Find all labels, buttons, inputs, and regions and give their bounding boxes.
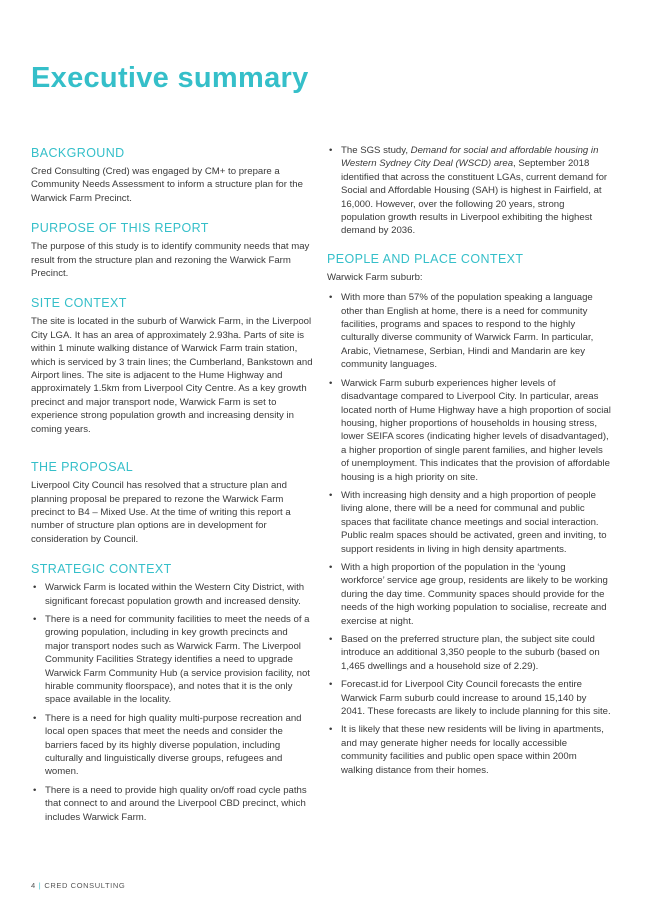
list-item bbox=[31, 784, 313, 824]
strategic-context-section bbox=[31, 560, 313, 824]
list-item bbox=[327, 291, 611, 371]
list-item bbox=[327, 377, 611, 484]
right-column bbox=[327, 144, 611, 791]
list-item bbox=[327, 678, 611, 718]
list-item bbox=[327, 144, 611, 238]
list-item-text: There is a need for high quality multi-purpose recreation and local open spaces that meet the needs and consider the barriers faced by its highly diverse population, including culturally and linguistically diverse groups, refugees and women. bbox=[45, 712, 302, 778]
bullet-icon: • bbox=[329, 145, 333, 156]
list-item bbox=[327, 723, 611, 777]
list-item-text: Based on the preferred structure plan, the subject site could introduce an additional 3,350 people to the suburb (based on 1,465 dwellings and a household size of 2.29). bbox=[341, 634, 600, 672]
people-place-section bbox=[327, 250, 611, 777]
purpose-text: The purpose of this study is to identify community needs that may result from the structure plan and rezoning the Warwick Farm Precinct. bbox=[31, 241, 310, 280]
list-item-text: Forecast.id for Liverpool City Council forecasts the entire Warwick Farm suburb could increase to around 15,140 by 2041. These forecasts are likely to include planning for this site. bbox=[341, 679, 611, 718]
list-item-text: Warwick Farm suburb experiences higher levels of disadvantage compared to Liverpool City. In particular, areas located north of Hume Highway have a high proportion of social housing, higher proportions of households in housing stress, lower SEIFA scores (indicating higher levels of disadvantaged), a higher proportion of single parent families, and higher levels of unemployment. This indicates that the provision of affordable housing is a high priority on site. bbox=[341, 377, 611, 483]
bullet-icon: • bbox=[329, 561, 333, 573]
proposal-section bbox=[31, 458, 313, 546]
proposal-heading: THE PROPOSAL bbox=[31, 460, 134, 475]
bullet-icon: • bbox=[33, 784, 37, 796]
sgs-study-title: Demand for social and affordable housing in Western Sydney City Deal (WSCD) area bbox=[341, 145, 599, 170]
background-section bbox=[31, 144, 313, 205]
list-item bbox=[327, 633, 611, 673]
purpose-heading: PURPOSE OF THIS REPORT bbox=[31, 221, 209, 236]
sgs-rest: , September 2018 identified that across the constituent LGAs, current demand for Social and Affordable Housing (SAH) is highest in Fairfield, at 16,000. However, over the following 20 years, strong population growth results in Liverpool exhibiting the highest demand by 2036. bbox=[341, 158, 608, 237]
bullet-icon: • bbox=[33, 582, 37, 594]
site-context-text: The site is located in the suburb of Warwick Farm, in the Liverpool City LGA. It has an area of approximately 2.93ha. Parts of site is within 1 minute walking distance of Warwick Farm train station, which is serviced by 3 train lines; the Cumberland, Bankstown and Airport lines. The site is adjacent to the Hume Highway and approximately 1.5km from Liverpool City Centre. As a key growth precinct and major transport node, Warwick Farm is set to experience strong population growth and increasing density in coming years. bbox=[31, 316, 313, 435]
list-item bbox=[31, 712, 313, 779]
bullet-icon: • bbox=[329, 679, 333, 691]
people-place-heading: PEOPLE AND PLACE CONTEXT bbox=[327, 251, 524, 266]
page-number: 4 bbox=[31, 881, 36, 890]
bullet-icon: • bbox=[329, 634, 333, 645]
bullet-icon: • bbox=[329, 724, 333, 736]
strategic-context-list-continued bbox=[327, 144, 611, 238]
page-title: Executive summary bbox=[31, 62, 309, 94]
list-item-text: There is a need for community facilities to meet the needs of a growing population, including in key growth precincts and major transport nodes such as Warwick Farm. The Liverpool Community Facilities Strategy identifies a need to upgrade Warwick Farm Community Hub (a service provision facility, not hirable community floorspace), and notes that it is the only space available in the locality. bbox=[45, 613, 310, 706]
bullet-icon: • bbox=[329, 377, 333, 389]
list-item bbox=[31, 581, 313, 608]
list-item-text: With a high proportion of the population in the ‘young workforce’ service age group, residents are likely to be working during the day time. Community spaces should provide for the needs of the high working population to socialise, recreate and exercise at night. bbox=[341, 561, 608, 627]
site-context-heading: SITE CONTEXT bbox=[31, 296, 127, 311]
list-item bbox=[31, 613, 313, 707]
people-place-list bbox=[327, 291, 611, 777]
list-item-text: Warwick Farm is located within the Western City District, with significant forecast population growth and increased density. bbox=[45, 582, 305, 607]
bullet-icon: • bbox=[33, 712, 37, 724]
list-item bbox=[327, 561, 611, 628]
list-item-text: It is likely that these new residents will be living in apartments, and may generate higher needs for locally accessible community facilities and public open space within 200m walking distance from their homes. bbox=[341, 724, 604, 776]
bullet-icon: • bbox=[33, 613, 37, 625]
strategic-context-list bbox=[31, 581, 313, 824]
footer-separator: | bbox=[38, 881, 42, 890]
left-column bbox=[31, 144, 313, 838]
footer-org: CRED CONSULTING bbox=[44, 881, 126, 890]
site-context-section bbox=[31, 294, 313, 436]
purpose-section bbox=[31, 219, 313, 280]
bullet-icon: • bbox=[329, 292, 333, 304]
strategic-context-heading: STRATEGIC CONTEXT bbox=[31, 562, 172, 577]
people-place-intro: Warwick Farm suburb: bbox=[327, 271, 423, 283]
background-heading: BACKGROUND bbox=[31, 146, 125, 160]
list-item bbox=[327, 489, 611, 556]
list-item-text: With increasing high density and a high proportion of people living alone, there will be a need for communal and public spaces that facilitate chance meetings and social interaction. Public realm spaces should be activated, green and inviting, to support residents in living in high density apartments. bbox=[341, 489, 607, 555]
background-text: Cred Consulting (Cred) was engaged by CM+ to prepare a Community Needs Assessment to inform a structure plan for the Warwick Farm Precinct. bbox=[31, 166, 303, 204]
page-footer bbox=[31, 881, 125, 890]
list-item-text: There is a need to provide high quality on/off road cycle paths that connect to and around the Liverpool CBD precinct, which includes Warwick Farm. bbox=[45, 784, 307, 823]
proposal-text: Liverpool City Council has resolved that a structure plan and planning proposal be prepared to rezone the Warwick Farm precinct to B4 – Mixed Use. At the time of writing this report a number of structure plan options are in development for consideration by Council. bbox=[31, 480, 291, 545]
sgs-prefix: The SGS study, bbox=[341, 145, 411, 156]
list-item-text: With more than 57% of the population speaking a language other than English at home, there is a need for community facilities, programs and spaces to respond to the highly culturally diverse community of Warwick Farm. In particular, Arabic, Vietnamese, Serbian, Hindi and Mandarin are key community languages. bbox=[341, 292, 594, 371]
bullet-icon: • bbox=[329, 489, 333, 501]
